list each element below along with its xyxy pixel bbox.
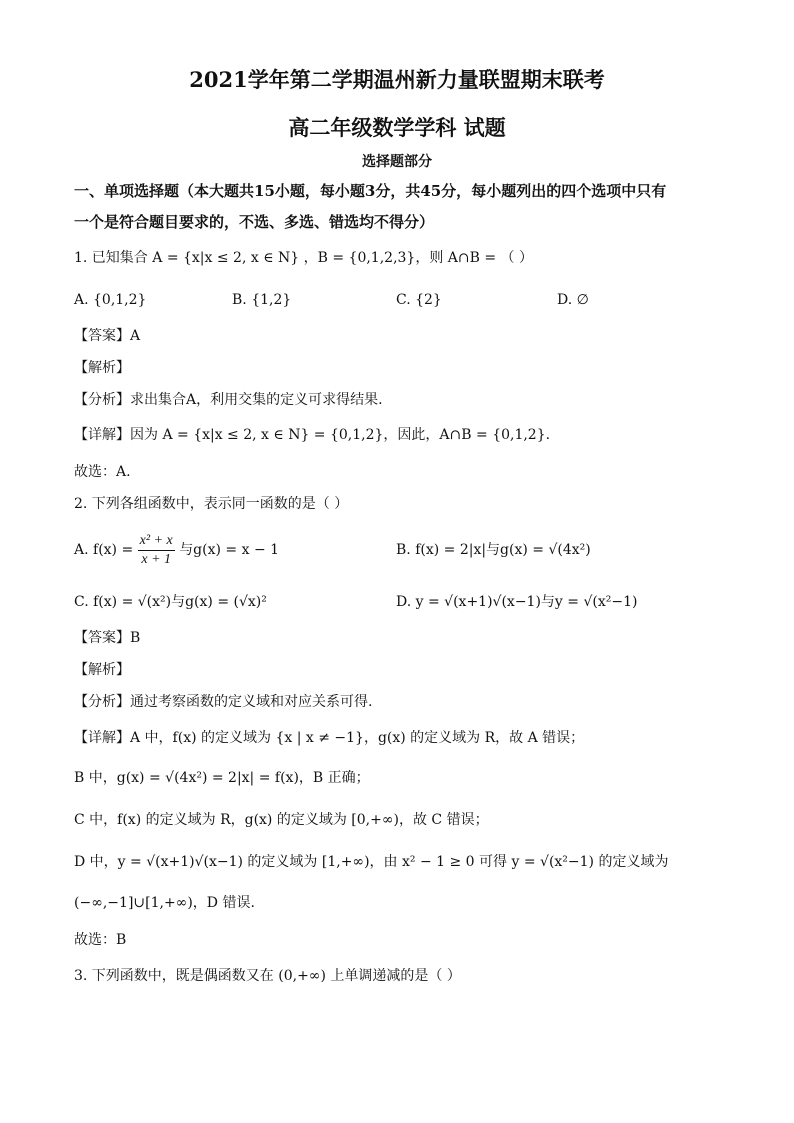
q1-option-d: D. ∅ bbox=[557, 292, 589, 308]
q2-detail-a: 【详解】A 中，f(x) 的定义域为 {x | x ≠ −1}，g(x) 的定义域为 R，故 A 错误； bbox=[74, 730, 585, 746]
q1-answer: 【答案】A bbox=[74, 328, 141, 344]
q2-detail-d-line2: (−∞,−1]∪[1,+∞)，D 错误. bbox=[74, 895, 255, 911]
q3-stem: 3. 下列函数中，既是偶函数又在 (0,+∞) 上单调递减的是（ ） bbox=[74, 968, 461, 984]
q2-option-a-denominator: x + 1 bbox=[141, 551, 172, 567]
q2-detail-c: C 中，f(x) 的定义域为 R，g(x) 的定义域为 [0,+∞)，故 C 错误； bbox=[74, 812, 489, 828]
q1-detail: 【详解】因为 A = {x|x ≤ 2, x ∈ N} = {0,1,2}，因此，A∩B = {0,1,2}. bbox=[74, 427, 551, 443]
exam-title: 2021学年第二学期温州新力量联盟期末联考 bbox=[189, 67, 605, 92]
q1-option-b: B. {1,2} bbox=[232, 292, 292, 308]
q1-option-c: C. {2} bbox=[396, 292, 442, 308]
q2-option-c: C. f(x) = √(x²)与g(x) = (√x)² bbox=[74, 594, 267, 610]
q2-option-a-fraction bbox=[138, 532, 175, 569]
q1-fenxi: 【分析】求出集合A，利用交集的定义可求得结果. bbox=[74, 392, 383, 408]
q1-stem: 1. 已知集合 A = {x|x ≤ 2, x ∈ N} ，B = {0,1,2,3}，则 A∩B = （ ） bbox=[74, 250, 533, 266]
q2-answer: 【答案】B bbox=[74, 630, 141, 646]
q2-option-b: B. f(x) = 2|x|与g(x) = √(4x²) bbox=[396, 542, 591, 558]
q2-detail-d-line1: D 中，y = √(x+1)√(x−1) 的定义域为 [1,+∞)，由 x² − 1 ≥ 0 可得 y = √(x²−1) 的定义域为 bbox=[74, 854, 669, 870]
q1-analysis-head: 【解析】 bbox=[74, 360, 130, 376]
q2-stem: 2. 下列各组函数中，表示同一函数的是（ ） bbox=[74, 496, 349, 512]
q2-fenxi: 【分析】通过考察函数的定义域和对应关系可得. bbox=[74, 694, 373, 710]
q2-option-a-numerator: x² + x bbox=[138, 532, 175, 551]
q2-choose: 故选：B bbox=[74, 932, 127, 948]
q2-option-a bbox=[74, 530, 279, 570]
q2-option-a-prefix: A. f(x) = bbox=[74, 542, 134, 558]
q1-option-a: A. {0,1,2} bbox=[74, 292, 147, 308]
section-heading-line2: 一个是符合题目要求的，不选、多选、错选均不得分） bbox=[74, 213, 435, 231]
exam-subtitle: 高二年级数学学科 试题 bbox=[288, 115, 506, 140]
part-heading: 选择题部分 bbox=[362, 154, 432, 170]
q2-detail-b: B 中，g(x) = √(4x²) = 2|x| = f(x)，B 正确； bbox=[74, 770, 370, 786]
section-heading-line1: 一、单项选择题（本大题共15小题，每小题3分，共45分，每小题列出的四个选项中只有 bbox=[74, 182, 667, 200]
q1-choose: 故选：A. bbox=[74, 464, 131, 480]
q2-analysis-head: 【解析】 bbox=[74, 662, 130, 678]
q2-option-d: D. y = √(x+1)√(x−1)与y = √(x²−1) bbox=[396, 594, 638, 610]
q2-option-a-suffix: 与g(x) = x − 1 bbox=[179, 542, 280, 558]
